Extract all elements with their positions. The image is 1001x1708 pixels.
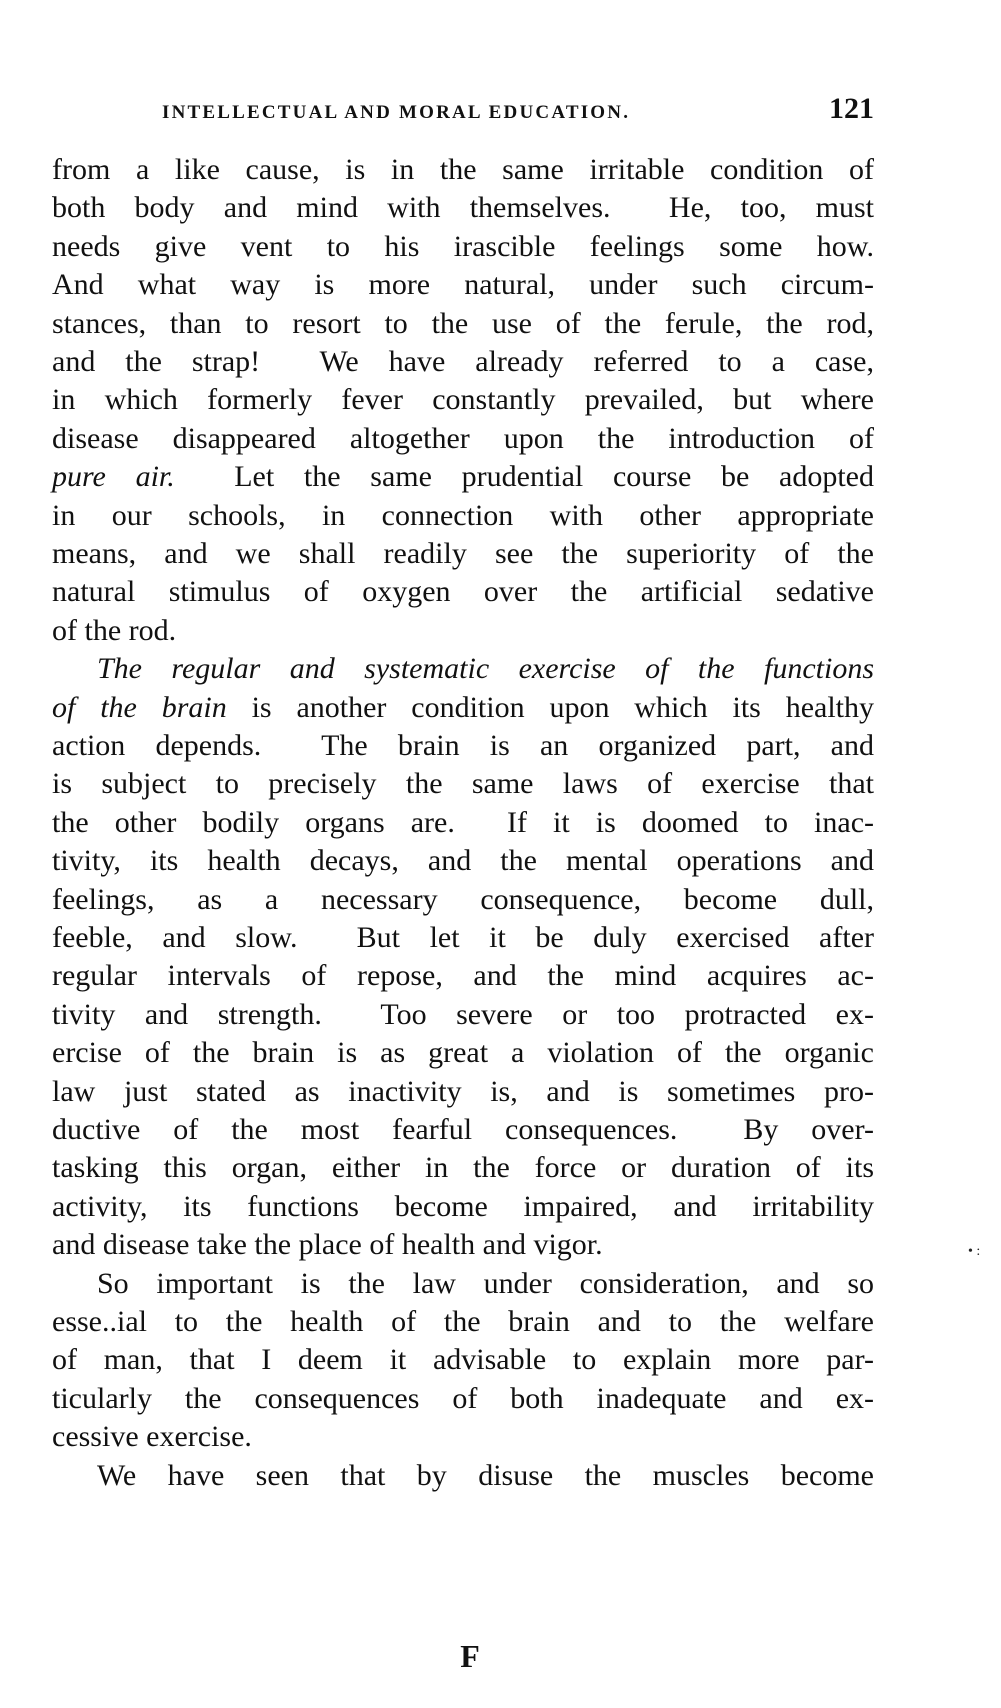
line-text: law just stated as inactivity is, and is sometimes pro-	[52, 1074, 874, 1108]
line-text: And what way is more natural, under such circum-	[52, 268, 874, 302]
line-text: of man, that I deem it advisable to explain more par-	[52, 1343, 874, 1377]
line-text: tivity, its health decays, and the mental operations and	[52, 844, 874, 878]
line-text: and disease take the place of health and vigor.	[52, 1228, 603, 1262]
line-text: feeble, and slow. But let it be duly exercised after	[52, 921, 874, 954]
text-line	[52, 880, 874, 920]
text-line	[97, 1264, 874, 1304]
line-text: in which formerly fever constantly prevailed, but where	[52, 383, 874, 417]
line-text: action depends. The brain is an organized part, and	[52, 729, 874, 762]
text-line	[52, 726, 874, 766]
text-line	[52, 534, 874, 574]
line-text: in our schools, in connection with other appropriate	[52, 498, 874, 532]
line-text: needs give vent to his irascible feelings some how.	[52, 229, 874, 263]
text-line	[52, 227, 874, 267]
line-text: natural stimulus of oxygen over the artificial sedative	[52, 575, 874, 609]
line-text: the other bodily organs are. If it is doomed to inac-	[52, 805, 874, 839]
line-text: from a like cause, is in the same irritable condition of	[52, 153, 874, 186]
text-line	[52, 1417, 874, 1457]
text-line	[97, 649, 874, 689]
line-text: tivity and strength. Too severe or too protracted ex-	[52, 997, 874, 1031]
line-text: activity, its functions become impaired, and irritability	[52, 1189, 874, 1223]
line-text: So important is the law under consideration, and so	[97, 1266, 874, 1300]
text-line	[52, 1033, 874, 1073]
line-text: feelings, as a necessary consequence, become dull,	[52, 882, 874, 916]
page-number: 121	[829, 92, 874, 125]
text-line	[52, 764, 874, 804]
line-text: disease disappeared altogether upon the introduction of	[52, 421, 874, 455]
line-text: both body and mind with themselves. He, too, must	[52, 191, 874, 225]
text-line	[52, 611, 874, 651]
text-line	[52, 304, 874, 344]
text-line	[52, 688, 874, 728]
line-text: of the rod.	[52, 613, 177, 647]
text-line	[52, 419, 874, 459]
signature-mark: F	[460, 1638, 480, 1674]
line-text: ductive of the most fearful consequences. By over-	[52, 1113, 874, 1146]
text-line	[52, 572, 874, 612]
line-text: ticularly the consequences of both inadequate and ex-	[52, 1381, 874, 1415]
text-line	[52, 188, 874, 228]
line-text: regular intervals of repose, and the mind acquires ac-	[52, 959, 874, 993]
text-line	[52, 803, 874, 843]
text-line	[52, 841, 874, 881]
italic-phrase: The regular and systematic exercise of the functions	[97, 652, 874, 686]
text-line	[52, 1340, 874, 1380]
line-text: We have seen that by disuse the muscles become	[97, 1458, 874, 1492]
text-line	[52, 1148, 874, 1188]
text-line	[52, 1225, 874, 1265]
text-line	[52, 1379, 874, 1419]
italic-phrase: of the brain	[52, 690, 227, 724]
line-text: stances, than to resort to the use of the ferule, the rod,	[52, 306, 874, 340]
italic-phrase: pure air.	[52, 460, 175, 494]
line-text: and the strap! We have already referred to a case,	[52, 345, 874, 378]
line-text: is subject to precisely the same laws of exercise that	[52, 767, 874, 801]
text-line	[52, 342, 874, 382]
line-text: is another condition upon which its healthy	[226, 690, 874, 724]
text-line	[52, 380, 874, 420]
text-line	[52, 496, 874, 536]
text-line	[52, 1187, 874, 1227]
running-title: INTELLECTUAL AND MORAL EDUCATION.	[162, 102, 631, 123]
line-text: tasking this organ, either in the force or duration of its	[52, 1151, 874, 1185]
text-line	[52, 1072, 874, 1112]
text-line	[52, 1110, 874, 1150]
line-text: esse..ial to the health of the brain and to the welfare	[52, 1305, 874, 1338]
line-text: ercise of the brain is as great a violation of the organic	[52, 1036, 874, 1070]
text-line	[52, 265, 874, 305]
text-line	[97, 1456, 874, 1496]
line-text: cessive exercise.	[52, 1420, 252, 1454]
margin-mark: • :	[968, 1244, 981, 1259]
text-line	[52, 457, 874, 497]
text-line	[52, 150, 874, 190]
text-line	[52, 1302, 874, 1342]
text-line	[52, 918, 874, 958]
line-text: means, and we shall readily see the superiority of the	[52, 537, 874, 570]
text-line	[52, 995, 874, 1035]
text-line	[52, 956, 874, 996]
running-head	[52, 92, 874, 132]
line-text: Let the same prudential course be adopted	[174, 460, 874, 494]
